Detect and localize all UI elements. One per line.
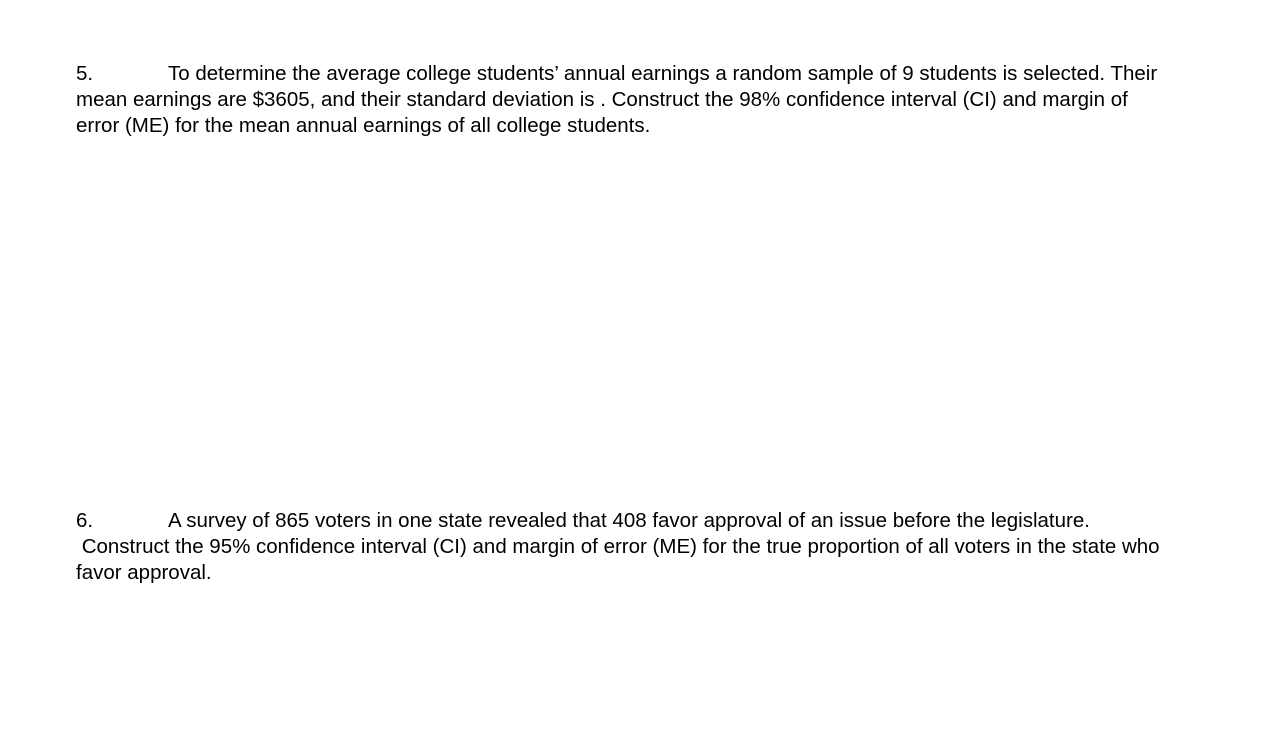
problem-6-number: 6. (76, 509, 94, 532)
problem-5-number: 5. (76, 62, 94, 85)
problem-5 (76, 61, 1206, 139)
problem-5-text-line-1: To determine the average college students’ annual earnings a random sample of 9 students is selected. Their (168, 62, 1158, 85)
problem-6-text-line-2: Construct the 95% confidence interval (CI) and margin of error (ME) for the true proportion of all voters in the state who (76, 535, 1160, 558)
problem-6 (76, 508, 1206, 586)
problem-5-line-1 (76, 61, 1206, 87)
problem-6-text-line-3: favor approval. (76, 561, 212, 584)
problem-5-text-line-2: mean earnings are $3605, and their standard deviation is . Construct the 98% confidence interval (CI) and margin of (76, 88, 1128, 111)
problem-6-text-line-1: A survey of 865 voters in one state revealed that 408 favor approval of an issue before the legislature. (168, 509, 1090, 532)
problem-5-text-line-3: error (ME) for the mean annual earnings of all college students. (76, 114, 651, 137)
problem-6-line-1 (76, 508, 1206, 534)
